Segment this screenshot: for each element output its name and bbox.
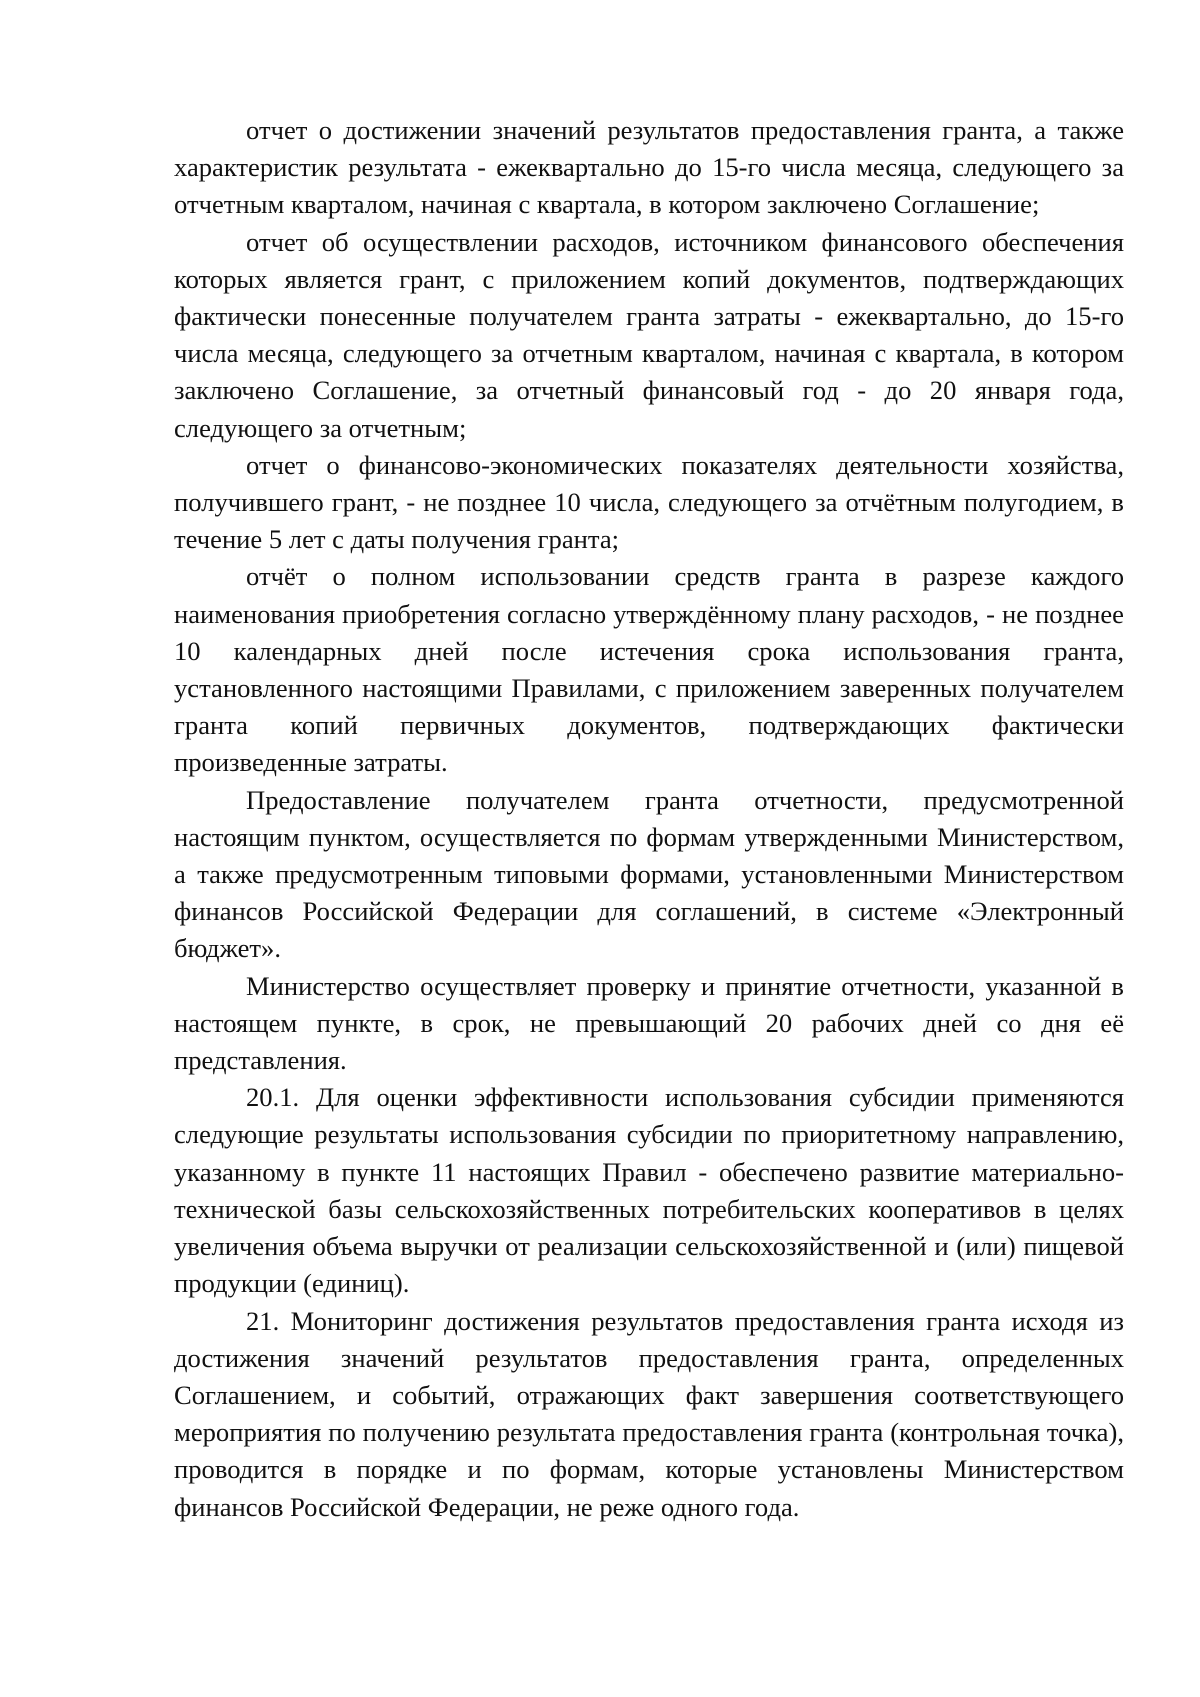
paragraph-report-expenses: отчет об осуществлении расходов, источником финансового обеспечения которых является грант, с приложением копий документов, подтверждающих фактически понесенные получателем гранта затраты - ежеквартально, до 15-го числа месяца, следующего за отчетным кварталом, начиная с квартала, в котором заключено Соглашение, за отчетный финансовый год - до 20 января года, следующего за отчетным; [174, 226, 1124, 443]
paragraph-reporting-forms: Предоставление получателем гранта отчетности, предусмотренной настоящим пунктом, осуществляется по формам утвержденными Министерством, а также предусмотренным типовыми формами, установленными Министерством финансов Российской Федерации для соглашений, в системе «Электронный бюджет». [174, 784, 1124, 964]
paragraph-clause-20-1: 20.1. Для оценки эффективности использования субсидии применяются следующие результаты использования субсидии по приоритетному направлению, указанному в пункте 11 настоящих Правил - обеспечено развитие материально-технической базы сельскохозяйственных потребительских кооперативов в целях увеличения объема выручки от реализации сельскохозяйственной и (или) пищевой продукции (единиц). [174, 1082, 1124, 1299]
paragraph-ministry-verification: Министерство осуществляет проверку и принятие отчетности, указанной в настоящем пункте, в срок, не превышающий 20 рабочих дней со дня её представления. [174, 970, 1124, 1076]
document-body [174, 112, 1124, 1526]
paragraph-report-full-use: отчёт о полном использовании средств гранта в разрезе каждого наименования приобретения согласно утверждённому плану расходов, - не позднее 10 календарных дней после истечения срока использования гранта, установленного настоящими Правилами, с приложением заверенных получателем гранта копий первичных документов, подтверждающих фактически произведенные затраты. [174, 561, 1124, 778]
paragraph-report-financial-indicators: отчет о финансово-экономических показателях деятельности хозяйства, получившего грант, - не позднее 10 числа, следующего за отчётным полугодием, в течение 5 лет с даты получения гранта; [174, 449, 1124, 555]
paragraph-clause-21: 21. Мониторинг достижения результатов предоставления гранта исходя из достижения значений результатов предоставления гранта, определенных Соглашением, и событий, отражающих факт завершения соответствующего мероприятия по получению результата предоставления гранта (контрольная точка), проводится в порядке и по формам, которые установлены Министерством финансов Российской Федерации, не реже одного года. [174, 1305, 1124, 1522]
paragraph-report-results: отчет о достижении значений результатов предоставления гранта, а также характеристик результата - ежеквартально до 15-го числа месяца, следующего за отчетным кварталом, начиная с квартала, в котором заключено Соглашение; [174, 115, 1124, 220]
